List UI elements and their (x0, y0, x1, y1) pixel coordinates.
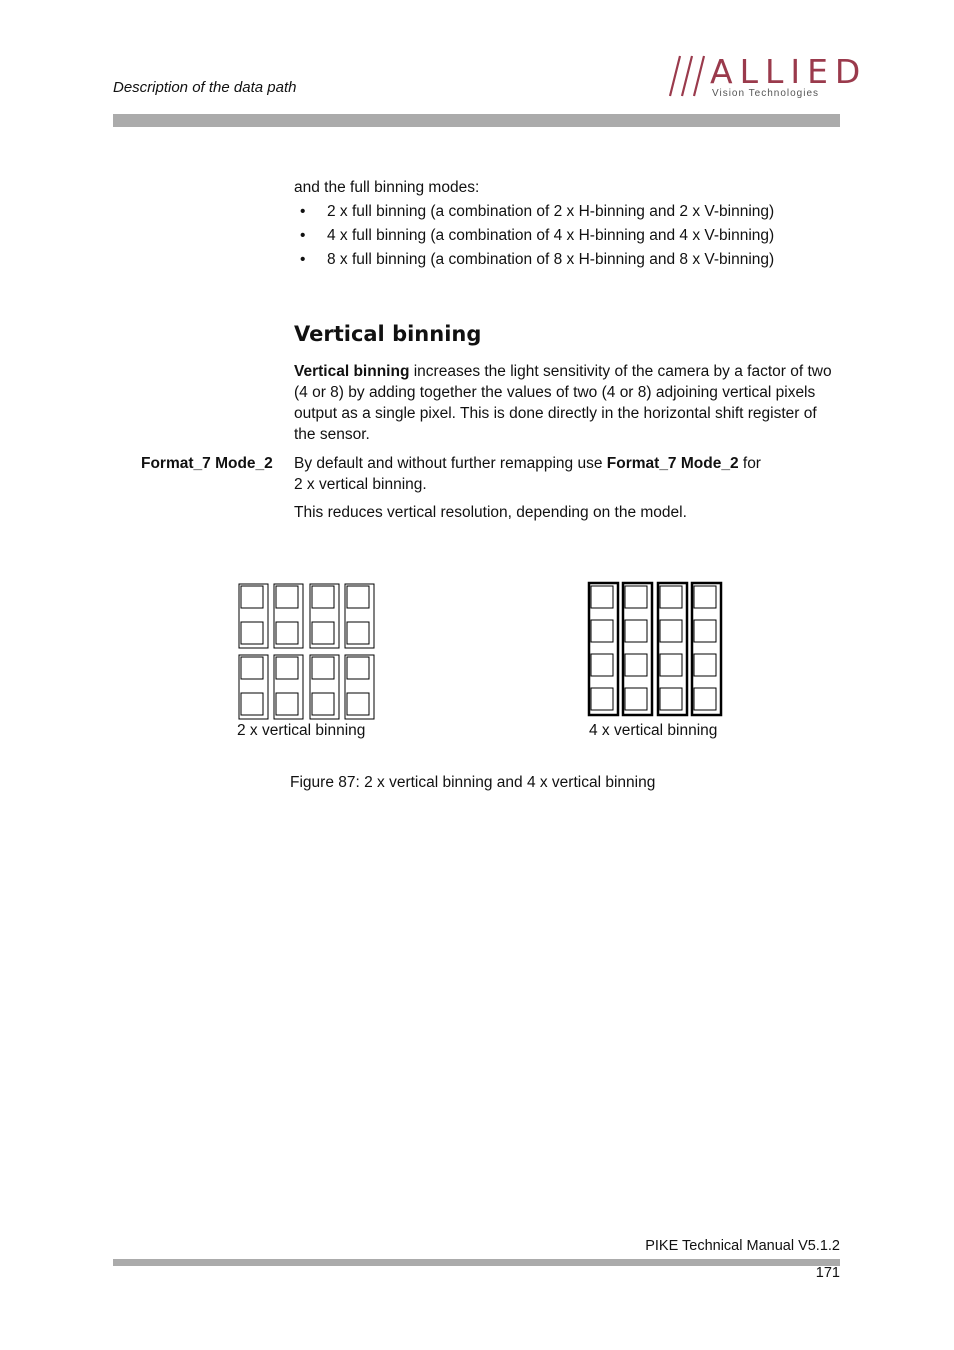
pixel (312, 586, 334, 608)
pixel (591, 620, 613, 642)
pixel (694, 654, 716, 676)
bin-group (692, 583, 721, 715)
bin-group (623, 583, 652, 715)
pixel (591, 688, 613, 710)
bin-group (345, 655, 374, 719)
pixel (312, 693, 334, 715)
list-item: • 2 x full binning (a combination of 2 x H-binning and 2 x V-binning) (300, 203, 775, 220)
pixel (347, 622, 369, 644)
description-paragraph: Vertical binning increases the light sensitivity of the camera by a factor of two (4 or 8) by adding together the values of two (4 or 8) adjoining vertical pixels output as a single pixel. This is done directly in the horizontal shift register of the sensor. (294, 363, 832, 443)
bullet-icon: • (300, 227, 306, 244)
pixel (660, 654, 682, 676)
pixel (241, 622, 263, 644)
pixel (660, 620, 682, 642)
bin-group (239, 584, 268, 648)
page-number: 171 (815, 1265, 840, 1281)
footer-rule (113, 1259, 840, 1266)
bin-group (274, 584, 303, 648)
bin-group (589, 583, 618, 715)
pixel (276, 586, 298, 608)
pixel (591, 654, 613, 676)
pixel (660, 586, 682, 608)
pixel (276, 657, 298, 679)
section-heading: Vertical binning (294, 322, 482, 346)
pixel (276, 622, 298, 644)
pixel (660, 688, 682, 710)
pixel (694, 620, 716, 642)
bin-group (658, 583, 687, 715)
pixel (241, 657, 263, 679)
list-item: • 4 x full binning (a combination of 4 x H-binning and 4 x V-binning) (300, 227, 775, 244)
four-x-binning-grid (589, 583, 721, 715)
footer-manual-title: PIKE Technical Manual V5.1.2 (645, 1238, 840, 1254)
pixel (694, 586, 716, 608)
resolution-note: This reduces vertical resolution, depending on the model. (294, 504, 687, 521)
pixel (276, 693, 298, 715)
pixel (347, 657, 369, 679)
pixel (625, 654, 647, 676)
bullet-icon: • (300, 203, 306, 220)
two-x-binning-grid (239, 584, 374, 719)
margin-label: Format_7 Mode_2 (141, 455, 273, 472)
logo-wordmark: ALLIED (710, 52, 868, 91)
pixel (625, 620, 647, 642)
mode-bold: Format_7 Mode_2 (606, 455, 739, 472)
format-paragraph: By default and without further remapping use Format_7 Mode_2 for 2 x vertical binning. (294, 455, 761, 493)
bin-group (310, 655, 339, 719)
pixel (241, 586, 263, 608)
bin-group (239, 655, 268, 719)
pixel (625, 586, 647, 608)
intro-text: and the full binning modes: (294, 179, 480, 196)
pixel (312, 622, 334, 644)
section-header: Description of the data path (113, 79, 297, 96)
logo-subtitle: Vision Technologies (712, 88, 820, 99)
bullet-icon: • (300, 251, 306, 268)
pixel (347, 693, 369, 715)
figure-label-2x: 2 x vertical binning (237, 722, 366, 739)
pixel (312, 657, 334, 679)
bin-group (274, 655, 303, 719)
list-item: • 8 x full binning (a combination of 8 x H-binning and 8 x V-binning) (300, 251, 775, 268)
pixel (625, 688, 647, 710)
pixel (694, 688, 716, 710)
bin-group (345, 584, 374, 648)
bin-group (310, 584, 339, 648)
pixel (241, 693, 263, 715)
term-bold: Vertical binning (294, 363, 410, 380)
pixel (347, 586, 369, 608)
pixel (591, 586, 613, 608)
figure-label-4x: 4 x vertical binning (589, 722, 718, 739)
figure-caption: Figure 87: 2 x vertical binning and 4 x vertical binning (290, 774, 656, 791)
